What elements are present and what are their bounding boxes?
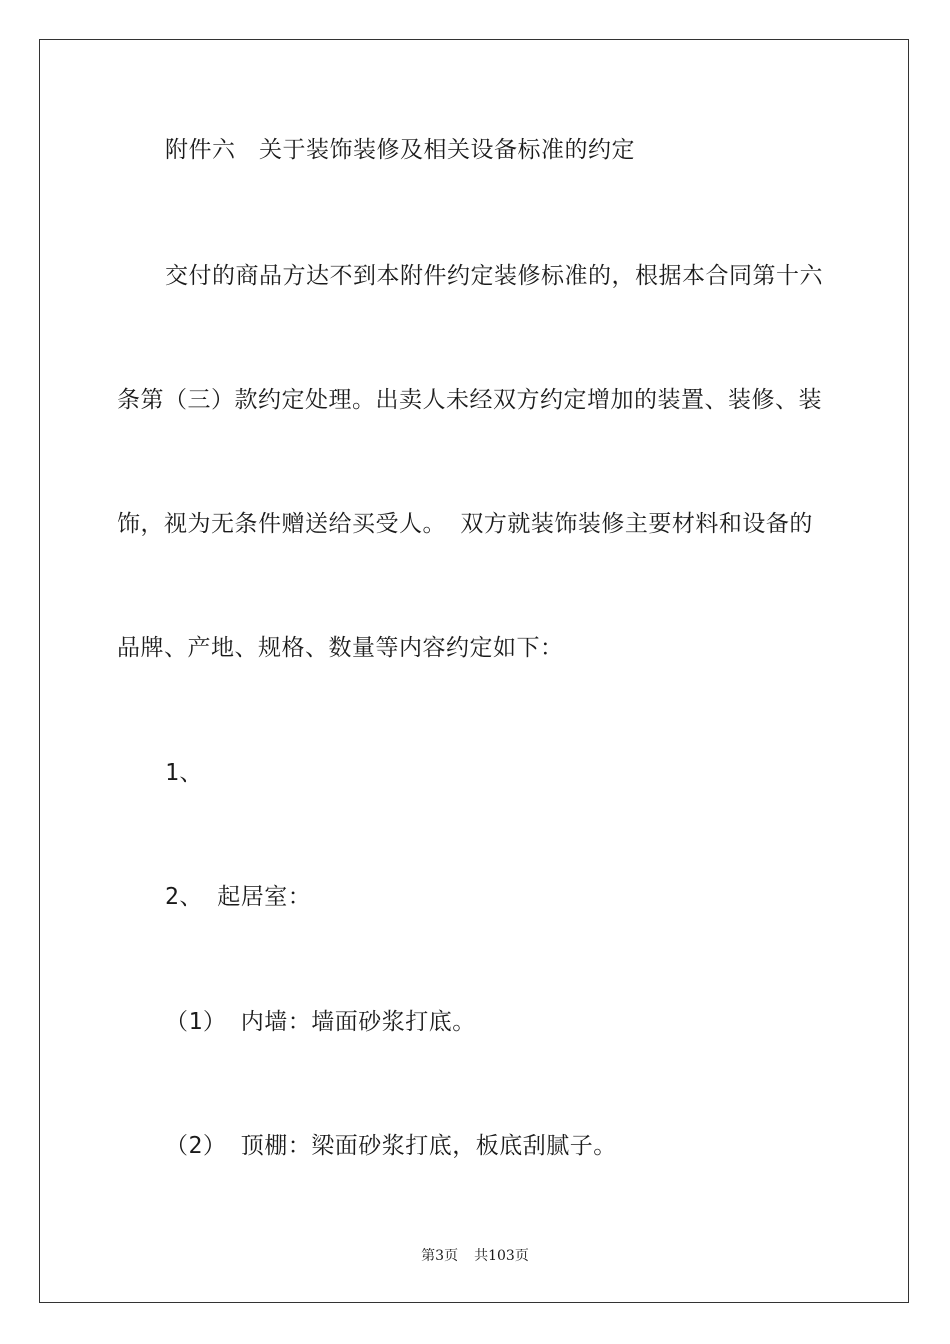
list-item-2: 2、 起居室： <box>165 884 312 910</box>
paragraph-line-3: 饰，视为无条件赠送给买受人。 双方就装饰装修主要材料和设备的 <box>117 511 813 537</box>
annex-heading: 附件六 关于装饰装修及相关设备标准的约定 <box>165 137 635 163</box>
paragraph-line-2: 条第（三）款约定处理。出卖人未经双方约定增加的装置、装修、装 <box>117 387 822 413</box>
page-total: 共103页 <box>474 1248 529 1264</box>
page-border <box>39 39 909 1303</box>
paragraph-line-4: 品牌、产地、规格、数量等内容约定如下： <box>117 635 564 661</box>
list-item-1: 1、 <box>165 760 203 786</box>
sub-item-1: （1） 内墙：墙面砂浆打底。 <box>165 1009 476 1035</box>
sub-item-2: （2） 顶棚：梁面砂浆打底，板底刮腻子。 <box>165 1133 617 1159</box>
page-number: 第3页 <box>421 1248 459 1264</box>
page-footer <box>0 1246 950 1266</box>
paragraph-line-1: 交付的商品方达不到本附件约定装修标准的，根据本合同第十六 <box>165 263 823 289</box>
